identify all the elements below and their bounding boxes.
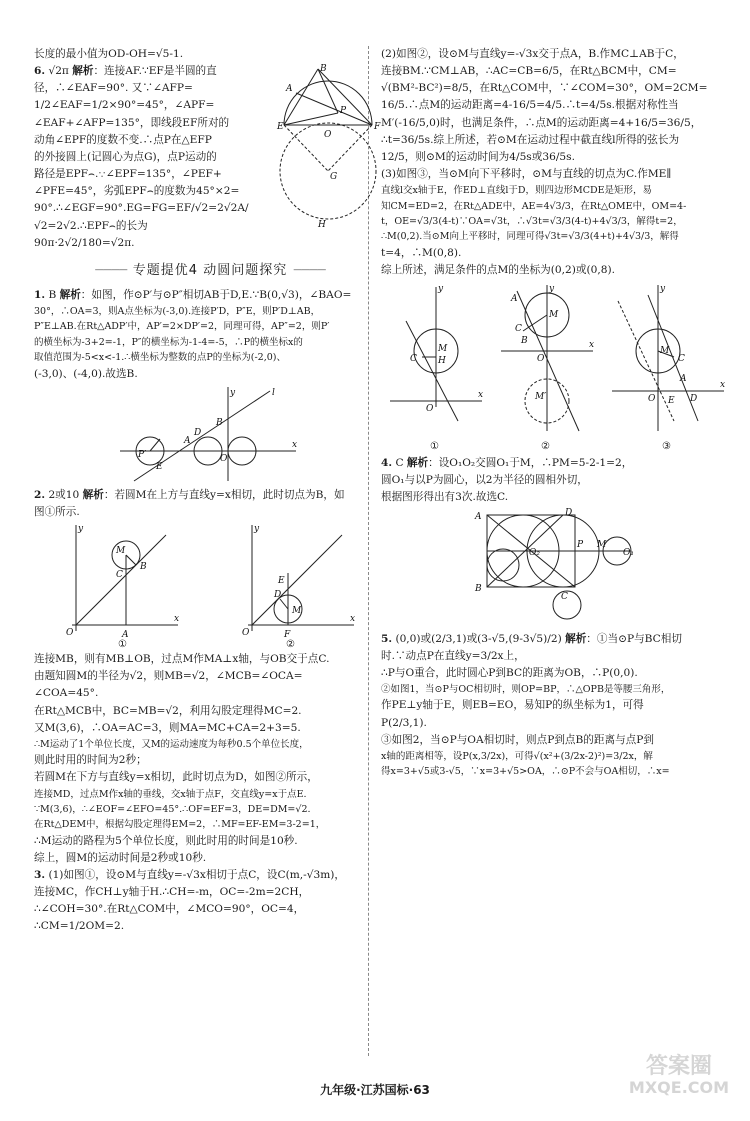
q6-line: ∠PFE=45°，劣弧EPF⌢的度数为45°×2= [34,185,240,198]
svg-text:M: M [597,539,607,550]
q3-figure-2 [497,281,597,453]
q2-line: 在Rt△MCB中，BC=MB=√2，利用勾股定理得MC=2. [34,704,302,717]
svg-text:A: A [475,511,482,522]
svg-text:E: E [278,576,285,587]
q1-line: P″E⊥AB.在Rt△ADP′中，AP′=2×DP′=2，同理可得，AP″=2，则P′ [34,321,330,333]
q3-line: ∴∠COH=30°.在Rt△COM中，∠MCO=90°，OC=4， [34,903,305,916]
q3-number: 3. [34,868,46,881]
svg-text:M: M [548,310,559,321]
svg-text:O₁: O₁ [623,547,634,558]
q3-line: 12/5，则⊙M的运动时间为4/5s或36/5s. [381,150,575,163]
page-footer: 九年级·江苏国标·63 [320,1083,430,1097]
svg-text:y: y [438,284,444,295]
section-title: ———— 专题提优4 动圆问题探究 ———— [34,260,386,281]
q3-line: √(BM²-BC²)=8/5，在Rt△COM中，∵∠COM=30°，OM=2CM= [381,82,708,95]
q3-line: M′(-16/5,0)时，也满足条件，∴点M的运动距离=4+16/5=36/5， [381,116,702,129]
q1-jiexi-label: 解析 [59,288,81,301]
q4-line: ：设O₁O₂交圆O₁于M，∴PM=5-2-1=2， [428,457,633,470]
svg-text:O: O [220,453,228,464]
left-column [34,46,386,936]
question-5 [381,631,733,780]
q2-jiexi-label: 解析 [82,488,104,501]
svg-text:D: D [689,394,697,405]
svg-text:x: x [478,390,484,401]
q5-number: 5. [381,632,393,645]
q6-number: 6. [34,65,46,78]
svg-text:l: l [272,387,275,398]
q5-line: ②如图1，当⊙P与OC相切时，则OP=BP，∴△OPB是等腰三角形， [381,684,671,695]
q6-answer: √2π [48,65,69,78]
q2-line: ∵M(3,6)，∴∠EOF=∠EFO=45°.∴OF=EF=3，DE=DM=√2. [34,803,311,815]
q2-line: 由题知圆M的半径为√2，则MB=√2，∠MCB=∠OCA= [34,670,303,683]
svg-text:x: x [350,614,356,625]
q3-line: 直线l交x轴于E，作ED⊥直线l于D，则四边形MCDE是矩形，易 [381,185,653,197]
svg-text:y: y [254,524,260,535]
q4-figure [467,509,647,629]
svg-text:A: A [184,435,191,446]
q4-jiexi-label: 解析 [406,457,429,470]
q5-answer: (0,0)或(2/3,1)或(3-√5,(9-3√5)/2) [395,632,562,645]
q2-figure-2 [238,523,358,649]
svg-text:M: M [438,344,448,355]
q2-line: 在Rt△DEM中，根据勾股定理得EM=2，∴MF=EF-EM=3-2=1， [34,819,326,831]
svg-text:C: C [116,570,123,581]
q6-line: 90π·2√2/180=√2π. [34,236,135,249]
svg-text:B: B [520,336,528,347]
q2-line: ：若圆M在上方与直线y=x相切，此时切点为B，如 [103,488,345,501]
svg-text:P: P [577,539,584,550]
svg-text:O: O [647,394,656,405]
svg-text:A: A [122,630,129,641]
q5-line: ③如图2，当⊙P与OA相切时，则点P到点B的距离与点P到 [381,733,654,746]
q4-answer: C [395,457,404,470]
q4-number: 4. [381,457,393,470]
q2-line: 连接MB，则有MB⊥OB，过点M作MA⊥x轴，与OB交于点C. [34,653,330,666]
q6-figure [278,63,386,231]
q5-line: 得x=3+√5或3-√5，∵x=3+√5>OA，∴⊙P不会与OA相切，∴x= [381,766,670,778]
q1-line: (-3,0)、(-4,0).故选B. [34,367,138,380]
q2-answer: 2或10 [48,488,80,501]
question-3 [34,867,386,936]
svg-text:B: B [475,583,482,594]
q4-line: 圆O₁与以P为圆心，以2为半径的圆相外切， [381,474,588,487]
svg-text:E: E [156,461,163,472]
svg-text:E: E [277,122,284,133]
q3-line: 知CM=ED=2，在Rt△ADE中，AE=4√3/3，在Rt△OME中，OM=4- [381,200,687,212]
svg-text:O₂: O₂ [529,547,540,558]
svg-text:O: O [66,628,74,639]
q2-line: 则此时用的时间为2秒； [34,754,147,767]
q2-line: 综上，圆M的运动时间是2秒或10秒. [34,851,207,864]
q3-figure-3 [608,281,728,453]
svg-text:M: M [292,606,302,617]
q2-line: ∴M运动的路程为5个单位长度，则此时用的时间是10秒. [34,834,298,847]
svg-text:H: H [318,220,326,231]
q3-line: ∴t=36/5s.综上所述，若⊙M在运动过程中截直线l所得的弦长为 [381,133,680,146]
q1-line: 30°，∴OA=3，则A点坐标为(-3,0).连接P′D，P″E，则P′D⊥AB， [34,306,321,318]
q1-line: 取值范围为-5<x<-1.∴横坐标为整数的点P的坐标为(-2,0)、 [34,352,286,364]
q3-line: ∴CM=1/2OM=2. [34,920,125,933]
q6-line: 径，∴∠EAF=90°. 又∵∠AFP= [34,82,193,95]
q5-line: ∴P与O重合，此时圆心P到BC的距离为OB，∴P(0,0). [381,666,638,679]
svg-text:A: A [286,84,293,95]
svg-text:M: M [659,346,669,357]
svg-text:D: D [194,427,202,438]
q3-line: 连接MC，作CH⊥y轴于H.∴CH=-m，OC=-2m=2CH， [34,886,310,899]
q4-line: 根据图形得出有3次.故选C. [381,491,509,504]
svg-text:B: B [320,64,327,75]
svg-text:y: y [659,284,665,295]
question-2 [34,487,386,867]
svg-text:D: D [565,507,573,518]
q6-line: ：连接AF.∵EF是半圆的直 [93,65,217,78]
q1-figure [120,385,300,485]
q6-line: 90°.∴∠EGF=90°.EG=FG=EF/√2=2√2A/√2=2√2.∴EPF⌢的长为 [34,202,249,232]
svg-text:x: x [174,614,180,625]
q1-number: 1. [34,288,46,301]
q5-line: 时.∵动点P在直线y=3/2x上， [381,649,525,662]
q6-line: 的外接圆上(记圆心为点G)，点P运动的 [34,150,217,163]
svg-text:M: M [116,546,126,557]
svg-text:D: D [274,590,282,601]
q3-fig3-label: ③ [661,441,671,453]
q2-line: 图①所示. [34,505,80,518]
q6-jiexi-label: 解析 [72,65,94,78]
q3-fig2-label: ② [540,441,550,453]
q2-line: 连接MD，过点M作x轴的垂线，交x轴于点F，交直线y=x于点E. [34,788,307,800]
svg-text:B: B [216,417,223,428]
q6-line: 动角∠EPF的度数不变.∴点P在△EFP [34,133,212,146]
q5-line: P(2/3,1). [381,716,427,729]
q2-line: 又M(3,6)，∴OA=AC=3，则MA=MC+CA=2+3=5. [34,721,301,734]
q5-line: x轴的距离相等，设P(x,3/2x)，可得√(x²+(3/2x-2)²)=3/2x，解 [381,750,653,762]
svg-text:C: C [677,354,685,365]
q2-fig2-label: ② [286,639,295,651]
q3-line: (2)如图②，设⊙M与直线y=-√3x交于点A，B.作MC⊥AB于C， [381,48,684,60]
q3-line: 综上所述，满足条件的点M的坐标为(0,2)或(0,8). [381,263,615,276]
q2-figure-1 [62,523,182,649]
svg-text:E: E [667,396,675,407]
svg-text:x: x [292,439,298,450]
q6-line: ∠EAF+∠AFP=135°，即线段EF所对的 [34,116,230,129]
q5-line: ：①当⊙P与BC相切 [586,632,682,645]
svg-text:O: O [242,628,250,639]
q3-line: 连接BM.∵CM⊥AB，∴AC=CB=6/5，在Rt△BCM中，CM= [381,65,677,78]
q2-line: 若圆M在下方与直线y=x相切，此时切点为D，如图②所示， [34,771,318,784]
svg-text:O: O [426,404,434,415]
question-6 [34,63,386,252]
svg-text:C: C [561,591,568,602]
q3-fig1-label: ① [430,441,440,453]
q1-line: ：如图，作⊙P′与⊙P″相切AB于D,E.∵B(0,√3)，∠BAO= [80,288,352,301]
svg-text:O: O [536,354,545,365]
svg-text:F: F [284,630,291,641]
svg-text:O: O [324,130,332,141]
svg-text:P′: P′ [138,449,147,460]
q3-line: (1)如图①，设⊙M与直线y=-√3x相切于点C，设C(m,-√3m)， [48,868,345,881]
watermark [614,1055,744,1115]
q1-line: 的横坐标为-3+2=-1，P″的横坐标为-1-4=-5，∴P的横坐标x的 [34,336,303,348]
svg-text:H: H [438,356,447,367]
q3-line: (3)如图③，当⊙M向下平移时，⊙M与直线的切点为C.作ME∥ [381,168,672,181]
svg-text:B: B [140,562,147,573]
q3-line: ∴M(0,2).当⊙M向上平移时，同理可得√3t=√3/3(4+t)+4√3/3，解得 [381,231,679,243]
svg-text:C: C [410,354,418,365]
q2-fig1-label: ① [118,639,127,651]
svg-text:y: y [78,524,84,535]
q2-line: ∴M运动了1个单位长度，又M的运动速度为每秒0.5个单位长度， [34,738,309,750]
svg-text:A: A [510,294,518,305]
watermark-url: MXQE.COM [628,1078,730,1098]
right-column [381,46,733,780]
svg-text:G: G [330,172,338,183]
svg-text:A: A [679,374,687,385]
q2-line: ∠COA=45°. [34,687,99,700]
q1-answer: B [48,288,57,301]
q6-line: 1/2∠EAF=1/2×90°=45°，∠APF= [34,99,215,112]
svg-text:y: y [230,387,236,398]
question-1 [34,287,386,485]
svg-text:x: x [719,380,725,391]
question-3-continued [381,46,733,453]
q5-jiexi-label: 解析 [565,632,587,645]
svg-text:x: x [588,340,595,351]
q3-line: t，OE=√3/3(4-t)∵OA=√3t，∴√3t=√3/3(4-t)+4√3/3，解得t=2， [381,216,683,227]
q2-number: 2. [34,488,46,501]
watermark-brand: 答案圈 [645,1054,712,1079]
svg-text:y: y [548,284,555,295]
question-4 [381,455,733,628]
svg-text:M′: M′ [534,392,547,403]
q5-line: 作PE⊥y轴于E，则EB=EO，易知P的纵坐标为1，可得 [381,699,644,712]
svg-text:P: P [340,106,347,117]
q6-line: 路径是EPF⌢.∵∠EPF=135°，∠PEF+ [34,168,222,181]
q3-line: 16/5.∴点M的运动距离=4-16/5=4/5.∴t=4/5s.根据对称性当 [381,99,679,112]
q3-line: t=4，∴M(0,8). [381,246,462,259]
q3-figure-1 [386,281,486,453]
svg-text:F: F [374,122,381,133]
left-top-line: 长度的最小值为OD-OH=√5-1. [34,48,184,60]
svg-text:C: C [514,324,522,335]
